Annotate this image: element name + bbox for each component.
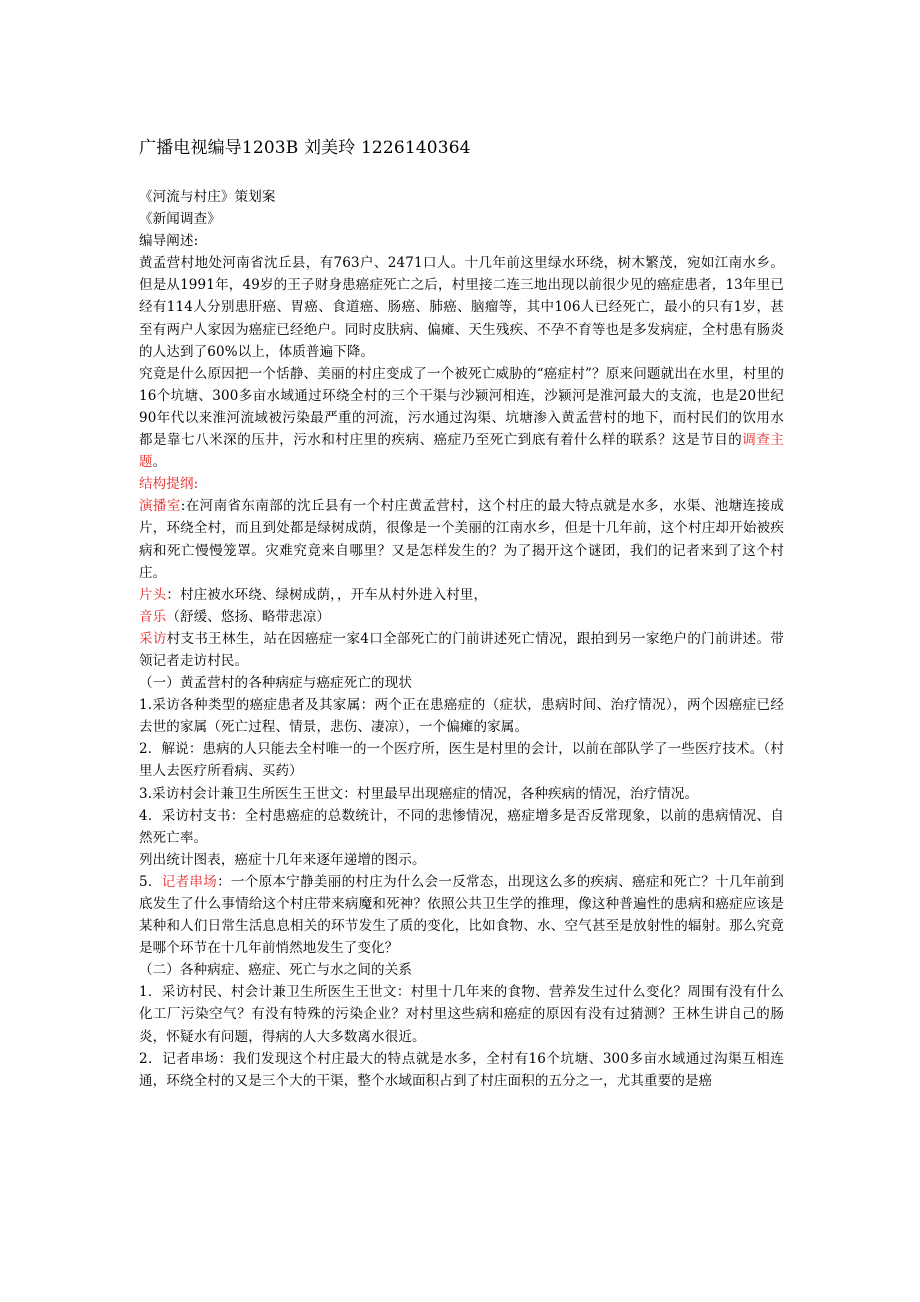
interview-label: 采访 (139, 630, 167, 647)
section-2-item-2: 2．记者串场：我们发现这个村庄最大的特点就是水多，全村有16个坑塘、300多亩水域通过沟渠互相连通，环绕全村的又是三个大的干渠，整个水域面积占到了村庄面积的五分之一，尤其重要的是癌 (139, 1050, 784, 1089)
intro-paragraph-2 (139, 363, 784, 473)
opening-text: ：村庄被水环绕、绿树成荫，，开车从村外进入村里， (166, 586, 488, 603)
section-1-chart-note: 列出统计图表，癌症十几年来逐年递增的图示。 (139, 851, 426, 868)
section-2-title: （二）各种病症、癌症、死亡与水之间的关系 (139, 962, 412, 979)
interview-text: 村支书王林生，站在因癌症一家4口全部死亡的门前讲述死亡情况，跟拍到另一家绝户的门前讲述。带领记者走访村民。 (139, 630, 784, 669)
document-title: 广播电视编导1203B 刘美玲 1226140364 (139, 138, 471, 158)
section-1-title: （一）黄孟营村的各种病症与癌症死亡的现状 (139, 675, 412, 692)
project-title: 《河流与村庄》策划案 (139, 189, 276, 205)
section-2-item-1: 1．采访村民、村会计兼卫生所医生王世文：村里十几年来的食物、营养发生过什么变化？周围有没有什么化工厂污染空气？有没有特殊的污染企业？对村里这些病和癌症的原因有没有过猜测？王林生讲自己的肠炎，怀疑水有问题，得病的人大多数离水很近。 (139, 984, 784, 1045)
music-paragraph (139, 606, 784, 628)
intro-paragraph-2-text: 究竟是什么原因把一个恬静、美丽的村庄变成了一个被死亡威胁的“癌症村”？原来问题就出在水里，村里的16个坑塘、300多亩水域通过环绕全村的三个干渠与沙颍河相连，沙颍河是淮河最大的支流，也是20世纪90年代以来淮河流域被污染最严重的河流，污水通过沟渠、坑塘渗入黄孟营村的地下，而村民们的饮用水都是靠七八米深的压井，污水和村庄里的疾病、癌症乃至死亡到底有着什么样的联系？这是节目的 (139, 365, 784, 449)
intro-paragraph-1: 黄孟营村地处河南省沈丘县，有763户、2471口人。十几年前这里绿水环绕，树木繁茂，宛如江南水乡。但是从1991年，49岁的王子财身患癌症死亡之后，村里接二连三地出现以前很少见的癌症患者，13年里已经有114人分别患肝癌、胃癌、食道癌、肠癌、肺癌、脑瘤等，其中106人已经死亡，最小的只有1岁，甚至有两户人家因为癌症已经绝户。同时皮肤病、偏瘫、天生残疾、不孕不育等也是多发病症，全村患有肠炎的人达到了60%以上，体质普遍下降。 (139, 255, 784, 360)
outline-label: 结构提纲: (139, 476, 199, 493)
section-1-item-5-number: 5． (139, 873, 162, 890)
section-1-item-3: 3.采访村会计兼卫生所医生王世文：村里最早出现癌症的情况，各种疾病的情况，治疗情况。 (139, 785, 699, 802)
section-1-item-1: 1.采访各种类型的癌症患者及其家属：两个正在患癌症的（症状，患病时间、治疗情况），两个因癌症已经去世的家属（死亡过程、情景，悲伤、凄凉），一个偏瘫的家属。 (139, 697, 784, 736)
interview-paragraph (139, 628, 784, 672)
studio-text: :在河南省东南部的沈丘县有一个村庄黄孟营村，这个村庄的最大特点就是水多，水渠、池塘连接成片，环绕全村，而且到处都是绿树成荫，很像是一个美丽的江南水乡，但是十几年前，这个村庄却开始被疾病和死亡慢慢笼罩。灾难究竟来自哪里？又是怎样发生的？为了揭开这个谜团，我们的记者来到了这个村庄。 (139, 498, 784, 581)
reporter-segment-label: 记者串场 (161, 873, 218, 890)
intro-paragraph-2-end: 。 (152, 454, 167, 471)
studio-paragraph (139, 495, 784, 583)
intro-label: 编导阐述: (139, 233, 199, 250)
music-text: （舒缓、悠扬、略带悲凉） (166, 608, 331, 625)
section-1-item-2: 2．解说：患病的人只能去全村唯一的一个医疗所，医生是村里的会计，以前在部队学了一些医疗技术。（村里人去医疗所看病、买药） (139, 741, 784, 780)
section-1-item-4: 4．采访村支书：全村患癌症的总数统计，不同的悲惨情况，癌症增多是否反常现象，以前的患病情况、自然死亡率。 (139, 807, 784, 846)
section-1-item-5-text: ：一个原本宁静美丽的村庄为什么会一反常态，出现这么多的疾病、癌症和死亡？十几年前到底发生了什么事情给这个村庄带来病魔和死神？依照公共卫生学的推理，像这种普遍性的患病和癌症应该是某种和人们日常生活息息相关的环节发生了质的变化，比如食物、水、空气甚至是放射性的辐射。那么究竟是哪个环节在十几年前悄然地发生了变化？ (139, 873, 784, 957)
investigation-topic-highlight: 调查主题 (139, 432, 785, 471)
section-1-item-5 (139, 871, 784, 959)
document-body (139, 136, 784, 1092)
opening-paragraph (139, 584, 784, 606)
studio-label: 演播室 (139, 498, 181, 515)
column-name: 《新闻调查》 (139, 211, 221, 228)
music-label: 音乐 (139, 608, 167, 625)
opening-label: 片头 (139, 586, 167, 603)
